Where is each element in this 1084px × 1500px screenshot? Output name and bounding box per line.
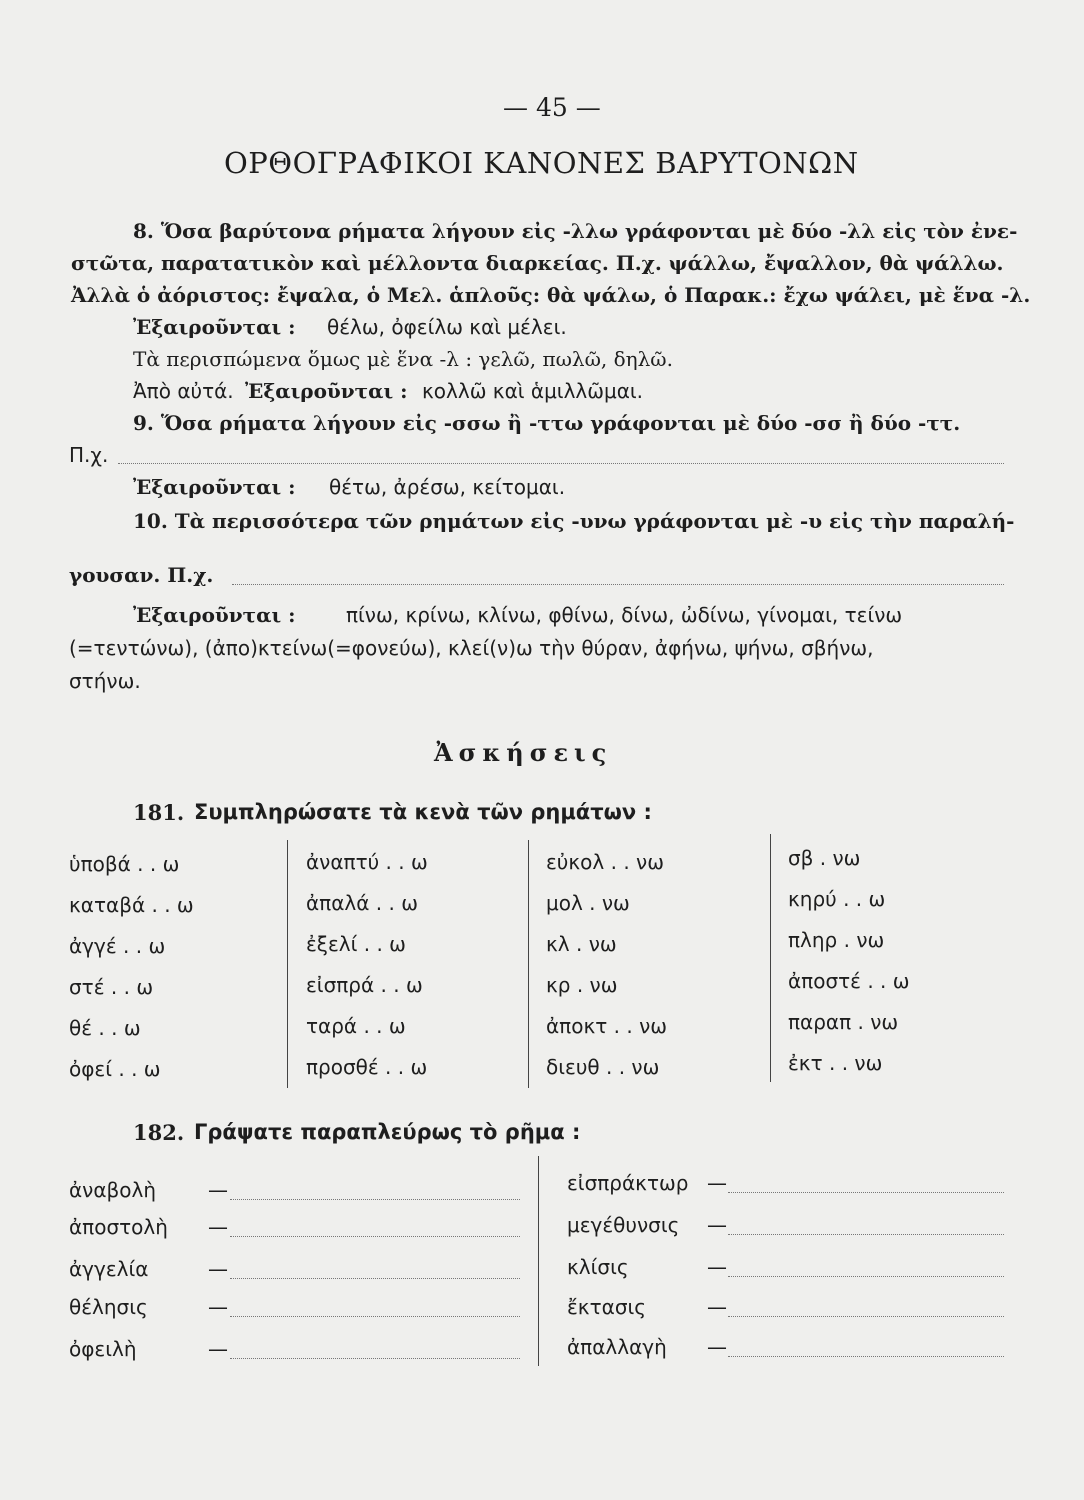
answer-line[interactable] [728,1276,1004,1277]
blank-word[interactable]: στέ . . ω [69,975,154,999]
page-number: — 45 — [503,93,601,122]
blank-word[interactable]: ταρά . . ω [306,1014,406,1038]
exceptions-list: θέτω, ἀρέσω, κείτομαι. [329,475,566,499]
dash: — [208,1295,228,1319]
dash: — [707,1255,727,1279]
noun-word: εἰσπράκτωρ [567,1171,689,1195]
column-divider [538,1156,539,1366]
blank-word[interactable]: ἐξελί . . ω [306,932,406,956]
blank-word[interactable]: ἐκτ . . νω [788,1051,883,1075]
noun-word: κλίσις [567,1255,629,1279]
blank-word[interactable]: ὀφεί . . ω [69,1057,161,1081]
exercise-instruction: Γράψατε παραπλεύρως τὸ ρῆμα : [194,1120,581,1144]
answer-line[interactable] [728,1192,1004,1193]
blank-word[interactable]: ἀγγέ . . ω [69,934,166,958]
noun-word: ἀναβολὴ [69,1178,157,1202]
exercise-instruction: Συμπληρώσατε τὰ κενὰ τῶν ρημάτων : [194,800,652,824]
dash: — [707,1295,727,1319]
rule-8-line-2: στῶτα, παρατατικὸν καὶ μέλλοντα διαρκείας. Π.χ. ψάλλω, ἔψαλλον, θὰ ψάλλω. [71,251,1004,275]
rule-10-line-2: γουσαν. Π.χ. [69,563,214,587]
answer-line[interactable] [728,1356,1004,1357]
rule-8-line-5: Τὰ περισπώμενα ὅμως μὲ ἕνα -λ : γελῶ, πωλῶ, δηλῶ. [133,347,673,371]
blank-word[interactable]: παραπ . νω [788,1010,899,1034]
noun-word: ὀφειλὴ [69,1337,137,1361]
blank-word[interactable]: κηρύ . . ω [788,887,886,911]
blank-word[interactable]: θέ . . ω [69,1016,141,1040]
blank-word[interactable]: σβ . νω [788,846,861,870]
answer-line[interactable] [230,1199,520,1200]
dash: — [208,1257,228,1281]
blank-word[interactable]: προσθέ . . ω [306,1055,428,1079]
blank-word[interactable]: ἀποκτ . . νω [546,1014,667,1038]
blank-word[interactable]: μολ . νω [546,891,630,915]
column-divider [528,840,529,1088]
blank-word[interactable]: διευθ . . νω [546,1055,660,1079]
dash: — [208,1178,228,1202]
blank-word[interactable]: κρ . νω [546,973,618,997]
rule-10-line-1: 10. Τὰ περισσότερα τῶν ρημάτων εἰς -υνω γράφονται μὲ -υ εἰς τὴν παραλή- [133,509,1015,533]
dash: — [707,1335,727,1359]
example-label: Π.χ. [69,443,109,467]
answer-line[interactable] [230,1316,520,1317]
answer-line[interactable] [728,1234,1004,1235]
blank-word[interactable]: ἀναπτύ . . ω [306,850,428,874]
noun-word: ἀγγελία [69,1257,149,1281]
fill-in-line[interactable] [232,584,1004,585]
rule-8-line-1: 8. Ὅσα βαρύτονα ρήματα λήγουν εἰς -λλω γράφονται μὲ δύο -λλ εἰς τὸν ἐνε- [133,219,1018,243]
column-divider [770,834,771,1082]
page-title: ΟΡΘΟΓΡΑΦΙΚΟΙ ΚΑΝΟΝΕΣ ΒΑΡΥΤΟΝΩΝ [224,146,859,180]
answer-line[interactable] [230,1278,520,1279]
blank-word[interactable]: ἀπαλά . . ω [306,891,418,915]
rule-8-line-6a: Ἀπὸ αὐτά. [133,379,234,403]
exercise-number: 181. [133,800,185,825]
answer-line[interactable] [230,1236,520,1237]
noun-word: ἀποστολὴ [69,1215,168,1239]
answer-line[interactable] [728,1316,1004,1317]
noun-word: μεγέθυνσις [567,1213,680,1237]
blank-word[interactable]: εὐκολ . . νω [546,850,664,874]
dash: — [208,1337,228,1361]
exercises-heading: Ἀσκήσεις [434,738,613,767]
answer-line[interactable] [230,1358,520,1359]
blank-word[interactable]: εἰσπρά . . ω [306,973,423,997]
blank-word[interactable]: πληρ . νω [788,928,885,952]
exceptions-list-end: στήνω. [69,669,141,693]
exceptions-list-cont: (=τεντώνω), (ἀπο)κτείνω(=φονεύω), κλεί(ν)ω τὴν θύραν, ἀφήνω, ψήνω, σβήνω, [69,636,874,660]
dash: — [208,1215,228,1239]
blank-word[interactable]: κλ . νω [546,932,617,956]
exercise-number: 182. [133,1120,185,1145]
dash: — [707,1213,727,1237]
blank-word[interactable]: ὑποβά . . ω [69,852,180,876]
exceptions-list: θέλω, ὀφείλω καὶ μέλει. [327,315,567,339]
rule-8-line-3: Ἀλλὰ ὁ ἀόριστος: ἔψαλα, ὁ Μελ. ἁπλοῦς: θὰ ψάλω, ὁ Παρακ.: ἔχω ψάλει, μὲ ἕνα -λ. [71,283,1031,307]
exceptions-label: Ἐξαιροῦνται : [133,475,296,499]
exceptions-list: κολλῶ καὶ ἁμιλλῶμαι. [422,379,644,403]
blank-word[interactable]: ἀποστέ . . ω [788,969,910,993]
blank-word[interactable]: καταβά . . ω [69,893,194,917]
noun-word: θέλησις [69,1295,148,1319]
exceptions-label: Ἐξαιροῦνται : [245,379,408,403]
noun-word: ἀπαλλαγὴ [567,1335,667,1359]
fill-in-line[interactable] [118,463,1004,464]
exceptions-list: πίνω, κρίνω, κλίνω, φθίνω, δίνω, ὠδίνω, γίνομαι, τείνω [346,603,903,627]
column-divider [287,840,288,1088]
noun-word: ἔκτασις [567,1295,647,1319]
exceptions-label: Ἐξαιροῦνται : [133,603,296,627]
dash: — [707,1171,727,1195]
exceptions-label: Ἐξαιροῦνται : [133,315,296,339]
rule-9-line-1: 9. Ὅσα ρήματα λήγουν εἰς -σσω ἢ -ττω γράφονται μὲ δύο -σσ ἢ δύο -ττ. [133,411,961,435]
